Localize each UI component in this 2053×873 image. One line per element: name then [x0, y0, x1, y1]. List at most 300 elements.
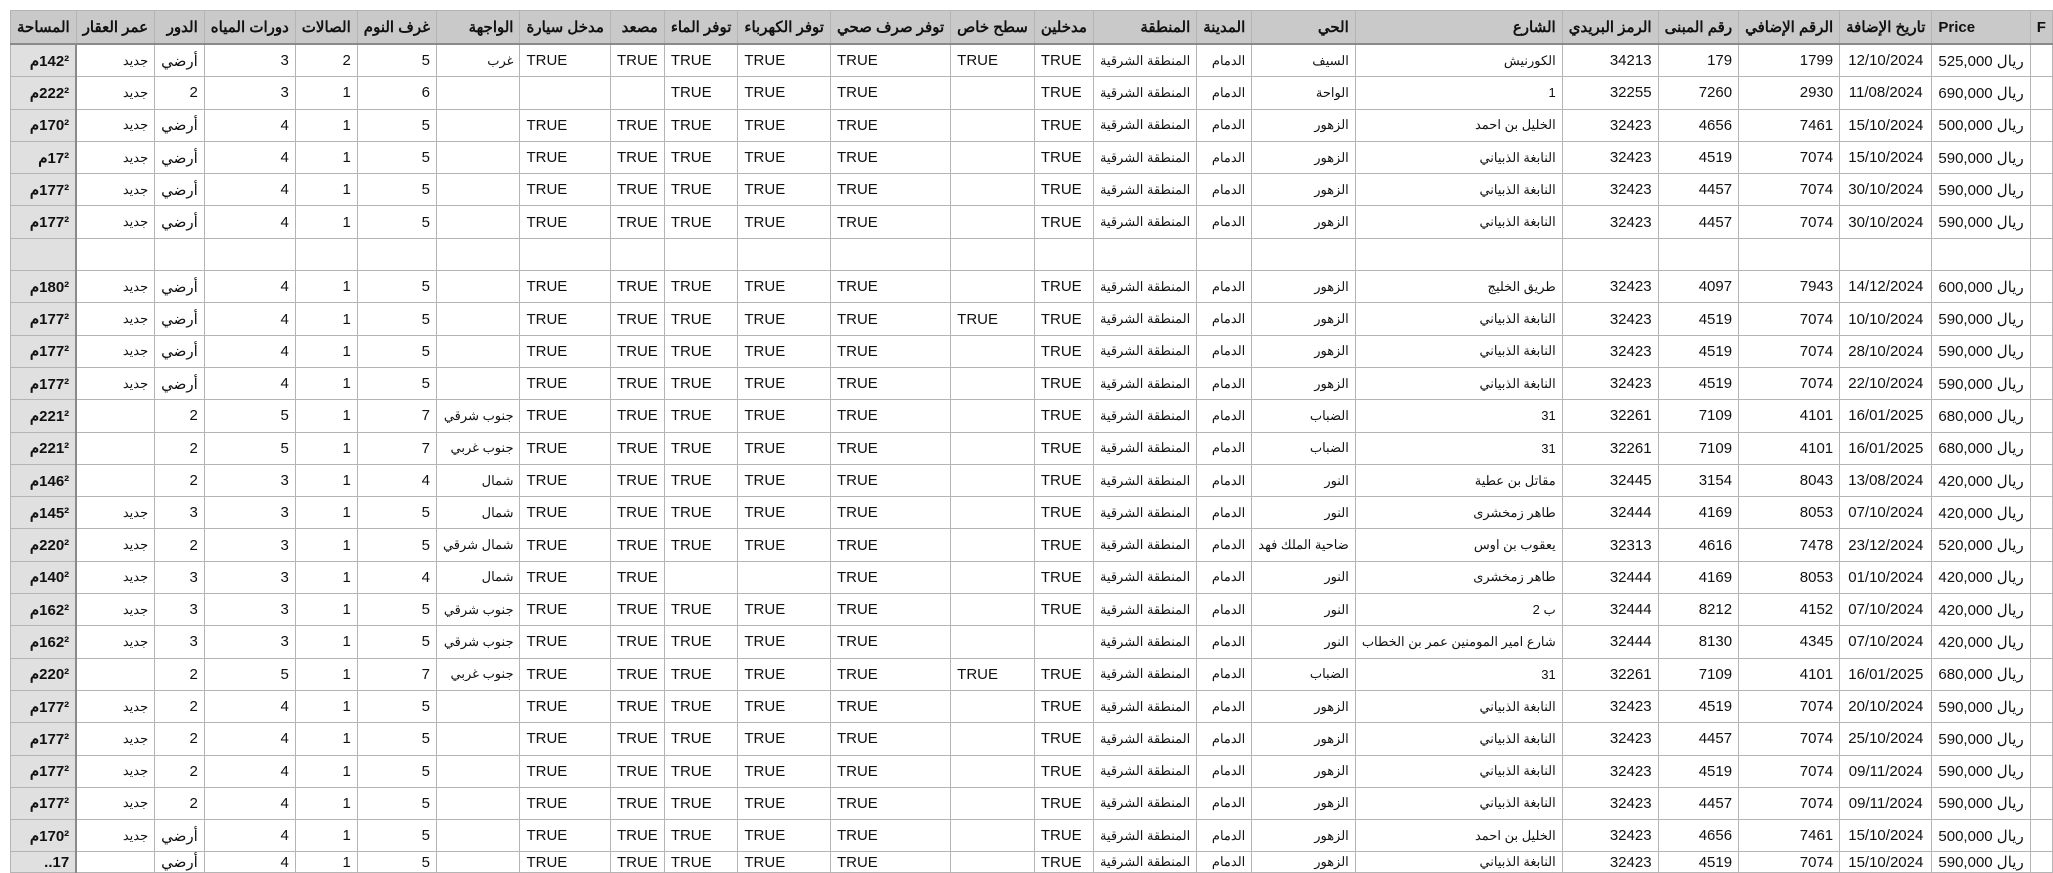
facade-cell[interactable]: [436, 174, 520, 206]
column-header[interactable]: سطح خاص: [951, 11, 1035, 45]
date-added-cell[interactable]: 09/11/2024: [1840, 787, 1932, 819]
street-cell[interactable]: ب 2: [1355, 594, 1562, 626]
district-cell[interactable]: الواحة: [1252, 77, 1356, 109]
postal-code-cell[interactable]: 32261: [1562, 432, 1658, 464]
region-cell[interactable]: المنطقة الشرقية: [1093, 109, 1196, 141]
area-cell[interactable]: 180²م: [11, 271, 77, 303]
date-added-cell[interactable]: 16/01/2025: [1840, 658, 1932, 690]
private-roof-cell[interactable]: [951, 432, 1035, 464]
property-age-cell[interactable]: جديد: [76, 271, 154, 303]
property-age-cell[interactable]: جديد: [76, 820, 154, 852]
sewage-cell[interactable]: TRUE: [830, 77, 950, 109]
private-roof-cell[interactable]: [951, 561, 1035, 593]
area-cell[interactable]: 177²م: [11, 723, 77, 755]
area-cell[interactable]: [11, 238, 77, 270]
district-cell[interactable]: الزهور: [1252, 755, 1356, 787]
floor-cell[interactable]: 3: [155, 594, 205, 626]
facade-cell[interactable]: [436, 723, 520, 755]
halls-cell[interactable]: 1: [295, 626, 357, 658]
f-column-cell[interactable]: [2030, 141, 2052, 173]
building-number-cell[interactable]: 4616: [1658, 529, 1739, 561]
f-column-cell[interactable]: [2030, 529, 2052, 561]
postal-code-cell[interactable]: 32255: [1562, 77, 1658, 109]
district-cell[interactable]: الزهور: [1252, 174, 1356, 206]
facade-cell[interactable]: شمال: [436, 497, 520, 529]
city-cell[interactable]: الدمام: [1197, 174, 1252, 206]
facade-cell[interactable]: [436, 820, 520, 852]
column-header[interactable]: الدور: [155, 11, 205, 45]
property-age-cell[interactable]: [76, 238, 154, 270]
region-cell[interactable]: [1093, 238, 1196, 270]
water-cell[interactable]: TRUE: [664, 400, 738, 432]
street-cell[interactable]: 31: [1355, 432, 1562, 464]
car-entrance-cell[interactable]: TRUE: [520, 303, 610, 335]
price-cell[interactable]: 590,000 ريال: [1932, 787, 2030, 819]
elevator-cell[interactable]: TRUE: [610, 497, 664, 529]
postal-code-cell[interactable]: 32423: [1562, 852, 1658, 873]
postal-code-cell[interactable]: 32423: [1562, 755, 1658, 787]
building-number-cell[interactable]: 4656: [1658, 109, 1739, 141]
bathrooms-cell[interactable]: 4: [204, 723, 295, 755]
city-cell[interactable]: الدمام: [1197, 755, 1252, 787]
sewage-cell[interactable]: TRUE: [830, 432, 950, 464]
street-cell[interactable]: النابغة الذبياني: [1355, 303, 1562, 335]
postal-code-cell[interactable]: 32444: [1562, 561, 1658, 593]
area-cell[interactable]: 177²م: [11, 755, 77, 787]
bathrooms-cell[interactable]: 4: [204, 271, 295, 303]
elevator-cell[interactable]: TRUE: [610, 594, 664, 626]
bedrooms-cell[interactable]: 5: [357, 626, 436, 658]
electricity-cell[interactable]: TRUE: [738, 755, 831, 787]
facade-cell[interactable]: [436, 206, 520, 238]
bedrooms-cell[interactable]: 7: [357, 400, 436, 432]
electricity-cell[interactable]: TRUE: [738, 820, 831, 852]
sewage-cell[interactable]: TRUE: [830, 658, 950, 690]
street-cell[interactable]: النابغة الذبياني: [1355, 755, 1562, 787]
two-entrances-cell[interactable]: TRUE: [1034, 464, 1093, 496]
region-cell[interactable]: المنطقة الشرقية: [1093, 141, 1196, 173]
price-cell[interactable]: [1932, 238, 2030, 270]
floor-cell[interactable]: أرضي: [155, 109, 205, 141]
two-entrances-cell[interactable]: TRUE: [1034, 497, 1093, 529]
date-added-cell[interactable]: 15/10/2024: [1840, 852, 1932, 873]
region-cell[interactable]: المنطقة الشرقية: [1093, 400, 1196, 432]
price-cell[interactable]: 420,000 ريال: [1932, 626, 2030, 658]
electricity-cell[interactable]: [738, 561, 831, 593]
f-column-cell[interactable]: [2030, 755, 2052, 787]
private-roof-cell[interactable]: [951, 77, 1035, 109]
price-cell[interactable]: 590,000 ريال: [1932, 303, 2030, 335]
elevator-cell[interactable]: TRUE: [610, 723, 664, 755]
additional-number-cell[interactable]: 7074: [1739, 303, 1840, 335]
additional-number-cell[interactable]: 8053: [1739, 497, 1840, 529]
city-cell[interactable]: الدمام: [1197, 335, 1252, 367]
date-added-cell[interactable]: 07/10/2024: [1840, 497, 1932, 529]
water-cell[interactable]: TRUE: [664, 755, 738, 787]
property-age-cell[interactable]: [76, 852, 154, 873]
district-cell[interactable]: الزهور: [1252, 141, 1356, 173]
bedrooms-cell[interactable]: 5: [357, 206, 436, 238]
bedrooms-cell[interactable]: 5: [357, 529, 436, 561]
bedrooms-cell[interactable]: 5: [357, 594, 436, 626]
area-cell[interactable]: 170²م: [11, 820, 77, 852]
f-column-cell[interactable]: [2030, 400, 2052, 432]
additional-number-cell[interactable]: 7461: [1739, 109, 1840, 141]
property-age-cell[interactable]: جديد: [76, 755, 154, 787]
district-cell[interactable]: الضباب: [1252, 400, 1356, 432]
f-column-cell[interactable]: [2030, 594, 2052, 626]
car-entrance-cell[interactable]: [520, 238, 610, 270]
f-column-cell[interactable]: [2030, 658, 2052, 690]
property-age-cell[interactable]: جديد: [76, 206, 154, 238]
additional-number-cell[interactable]: [1739, 238, 1840, 270]
electricity-cell[interactable]: TRUE: [738, 658, 831, 690]
bathrooms-cell[interactable]: 4: [204, 206, 295, 238]
car-entrance-cell[interactable]: TRUE: [520, 852, 610, 873]
two-entrances-cell[interactable]: TRUE: [1034, 335, 1093, 367]
facade-cell[interactable]: [436, 787, 520, 819]
private-roof-cell[interactable]: TRUE: [951, 44, 1035, 77]
building-number-cell[interactable]: 4457: [1658, 787, 1739, 819]
elevator-cell[interactable]: TRUE: [610, 206, 664, 238]
city-cell[interactable]: الدمام: [1197, 109, 1252, 141]
floor-cell[interactable]: أرضي: [155, 367, 205, 399]
private-roof-cell[interactable]: [951, 109, 1035, 141]
city-cell[interactable]: الدمام: [1197, 820, 1252, 852]
city-cell[interactable]: [1197, 238, 1252, 270]
elevator-cell[interactable]: TRUE: [610, 303, 664, 335]
date-added-cell[interactable]: 23/12/2024: [1840, 529, 1932, 561]
property-age-cell[interactable]: جديد: [76, 109, 154, 141]
bedrooms-cell[interactable]: 5: [357, 755, 436, 787]
floor-cell[interactable]: 2: [155, 400, 205, 432]
floor-cell[interactable]: [155, 238, 205, 270]
price-cell[interactable]: 590,000 ريال: [1932, 174, 2030, 206]
column-header[interactable]: الصالات: [295, 11, 357, 45]
building-number-cell[interactable]: 3154: [1658, 464, 1739, 496]
city-cell[interactable]: الدمام: [1197, 44, 1252, 77]
two-entrances-cell[interactable]: TRUE: [1034, 658, 1093, 690]
city-cell[interactable]: الدمام: [1197, 626, 1252, 658]
region-cell[interactable]: المنطقة الشرقية: [1093, 206, 1196, 238]
halls-cell[interactable]: [295, 238, 357, 270]
bathrooms-cell[interactable]: 3: [204, 77, 295, 109]
bedrooms-cell[interactable]: 5: [357, 44, 436, 77]
sewage-cell[interactable]: [830, 238, 950, 270]
bathrooms-cell[interactable]: 4: [204, 109, 295, 141]
floor-cell[interactable]: أرضي: [155, 820, 205, 852]
building-number-cell[interactable]: 7260: [1658, 77, 1739, 109]
halls-cell[interactable]: 1: [295, 755, 357, 787]
postal-code-cell[interactable]: 32423: [1562, 206, 1658, 238]
sewage-cell[interactable]: TRUE: [830, 529, 950, 561]
building-number-cell[interactable]: 4519: [1658, 690, 1739, 722]
car-entrance-cell[interactable]: TRUE: [520, 594, 610, 626]
private-roof-cell[interactable]: [951, 271, 1035, 303]
sewage-cell[interactable]: TRUE: [830, 820, 950, 852]
street-cell[interactable]: يعقوب بن اوس: [1355, 529, 1562, 561]
bedrooms-cell[interactable]: 4: [357, 464, 436, 496]
bedrooms-cell[interactable]: 5: [357, 690, 436, 722]
additional-number-cell[interactable]: 4101: [1739, 400, 1840, 432]
building-number-cell[interactable]: 7109: [1658, 432, 1739, 464]
property-age-cell[interactable]: جديد: [76, 594, 154, 626]
electricity-cell[interactable]: TRUE: [738, 626, 831, 658]
area-cell[interactable]: 140²م: [11, 561, 77, 593]
bedrooms-cell[interactable]: 5: [357, 367, 436, 399]
water-cell[interactable]: TRUE: [664, 174, 738, 206]
halls-cell[interactable]: 1: [295, 690, 357, 722]
additional-number-cell[interactable]: 1799: [1739, 44, 1840, 77]
sewage-cell[interactable]: TRUE: [830, 206, 950, 238]
facade-cell[interactable]: [436, 690, 520, 722]
halls-cell[interactable]: 1: [295, 432, 357, 464]
district-cell[interactable]: الزهور: [1252, 787, 1356, 819]
area-cell[interactable]: 222²م: [11, 77, 77, 109]
facade-cell[interactable]: [436, 238, 520, 270]
property-age-cell[interactable]: [76, 400, 154, 432]
street-cell[interactable]: شارع امير المومنين عمر بن الخطاب: [1355, 626, 1562, 658]
facade-cell[interactable]: جنوب شرقي: [436, 400, 520, 432]
bedrooms-cell[interactable]: 5: [357, 723, 436, 755]
street-cell[interactable]: مقاتل بن عطية: [1355, 464, 1562, 496]
street-cell[interactable]: الخليل بن احمد: [1355, 109, 1562, 141]
column-header[interactable]: الرقم الإضافي: [1739, 11, 1840, 45]
two-entrances-cell[interactable]: TRUE: [1034, 723, 1093, 755]
bathrooms-cell[interactable]: 4: [204, 852, 295, 873]
car-entrance-cell[interactable]: [520, 77, 610, 109]
electricity-cell[interactable]: TRUE: [738, 44, 831, 77]
region-cell[interactable]: المنطقة الشرقية: [1093, 77, 1196, 109]
bedrooms-cell[interactable]: 5: [357, 303, 436, 335]
car-entrance-cell[interactable]: TRUE: [520, 658, 610, 690]
price-cell[interactable]: 590,000 ريال: [1932, 335, 2030, 367]
building-number-cell[interactable]: 8212: [1658, 594, 1739, 626]
sewage-cell[interactable]: TRUE: [830, 594, 950, 626]
region-cell[interactable]: المنطقة الشرقية: [1093, 367, 1196, 399]
property-age-cell[interactable]: جديد: [76, 787, 154, 819]
elevator-cell[interactable]: TRUE: [610, 787, 664, 819]
water-cell[interactable]: TRUE: [664, 464, 738, 496]
date-added-cell[interactable]: 11/08/2024: [1840, 77, 1932, 109]
date-added-cell[interactable]: 15/10/2024: [1840, 820, 1932, 852]
sewage-cell[interactable]: TRUE: [830, 400, 950, 432]
city-cell[interactable]: الدمام: [1197, 690, 1252, 722]
f-column-cell[interactable]: [2030, 787, 2052, 819]
building-number-cell[interactable]: 7109: [1658, 658, 1739, 690]
additional-number-cell[interactable]: 7074: [1739, 174, 1840, 206]
elevator-cell[interactable]: TRUE: [610, 852, 664, 873]
postal-code-cell[interactable]: 32423: [1562, 787, 1658, 819]
postal-code-cell[interactable]: 32423: [1562, 820, 1658, 852]
car-entrance-cell[interactable]: TRUE: [520, 432, 610, 464]
district-cell[interactable]: ضاحية الملك فهد: [1252, 529, 1356, 561]
area-cell[interactable]: 17..: [11, 852, 77, 873]
price-cell[interactable]: 590,000 ريال: [1932, 367, 2030, 399]
floor-cell[interactable]: 2: [155, 432, 205, 464]
water-cell[interactable]: [664, 561, 738, 593]
private-roof-cell[interactable]: [951, 400, 1035, 432]
water-cell[interactable]: TRUE: [664, 529, 738, 561]
date-added-cell[interactable]: 30/10/2024: [1840, 206, 1932, 238]
private-roof-cell[interactable]: [951, 141, 1035, 173]
halls-cell[interactable]: 1: [295, 400, 357, 432]
f-column-cell[interactable]: [2030, 174, 2052, 206]
two-entrances-cell[interactable]: TRUE: [1034, 755, 1093, 787]
water-cell[interactable]: TRUE: [664, 77, 738, 109]
district-cell[interactable]: الضباب: [1252, 658, 1356, 690]
date-added-cell[interactable]: [1840, 238, 1932, 270]
electricity-cell[interactable]: TRUE: [738, 367, 831, 399]
bathrooms-cell[interactable]: [204, 238, 295, 270]
date-added-cell[interactable]: 15/10/2024: [1840, 141, 1932, 173]
city-cell[interactable]: الدمام: [1197, 271, 1252, 303]
private-roof-cell[interactable]: [951, 787, 1035, 819]
elevator-cell[interactable]: TRUE: [610, 626, 664, 658]
district-cell[interactable]: الزهور: [1252, 690, 1356, 722]
building-number-cell[interactable]: 8130: [1658, 626, 1739, 658]
price-cell[interactable]: 420,000 ريال: [1932, 594, 2030, 626]
street-cell[interactable]: النابغة الذبياني: [1355, 174, 1562, 206]
column-header[interactable]: مصعد: [610, 11, 664, 45]
elevator-cell[interactable]: [610, 238, 664, 270]
city-cell[interactable]: الدمام: [1197, 561, 1252, 593]
building-number-cell[interactable]: 4457: [1658, 723, 1739, 755]
price-cell[interactable]: 520,000 ريال: [1932, 529, 2030, 561]
halls-cell[interactable]: 1: [295, 658, 357, 690]
postal-code-cell[interactable]: 32444: [1562, 626, 1658, 658]
bedrooms-cell[interactable]: 5: [357, 174, 436, 206]
street-cell[interactable]: 31: [1355, 658, 1562, 690]
water-cell[interactable]: TRUE: [664, 44, 738, 77]
additional-number-cell[interactable]: 4345: [1739, 626, 1840, 658]
region-cell[interactable]: المنطقة الشرقية: [1093, 723, 1196, 755]
facade-cell[interactable]: شمال: [436, 561, 520, 593]
bathrooms-cell[interactable]: 5: [204, 432, 295, 464]
car-entrance-cell[interactable]: TRUE: [520, 400, 610, 432]
two-entrances-cell[interactable]: TRUE: [1034, 303, 1093, 335]
private-roof-cell[interactable]: [951, 335, 1035, 367]
facade-cell[interactable]: [436, 77, 520, 109]
column-header[interactable]: الرمز البريدي: [1562, 11, 1658, 45]
water-cell[interactable]: TRUE: [664, 432, 738, 464]
property-age-cell[interactable]: جديد: [76, 44, 154, 77]
sewage-cell[interactable]: TRUE: [830, 109, 950, 141]
sewage-cell[interactable]: TRUE: [830, 723, 950, 755]
additional-number-cell[interactable]: 8043: [1739, 464, 1840, 496]
district-cell[interactable]: الزهور: [1252, 852, 1356, 873]
floor-cell[interactable]: 2: [155, 77, 205, 109]
postal-code-cell[interactable]: 32423: [1562, 271, 1658, 303]
halls-cell[interactable]: 1: [295, 561, 357, 593]
car-entrance-cell[interactable]: TRUE: [520, 141, 610, 173]
sewage-cell[interactable]: TRUE: [830, 367, 950, 399]
facade-cell[interactable]: [436, 755, 520, 787]
f-column-cell[interactable]: [2030, 77, 2052, 109]
car-entrance-cell[interactable]: TRUE: [520, 820, 610, 852]
additional-number-cell[interactable]: 7461: [1739, 820, 1840, 852]
f-column-cell[interactable]: [2030, 723, 2052, 755]
district-cell[interactable]: النور: [1252, 464, 1356, 496]
floor-cell[interactable]: 2: [155, 464, 205, 496]
floor-cell[interactable]: 3: [155, 497, 205, 529]
building-number-cell[interactable]: 4169: [1658, 561, 1739, 593]
electricity-cell[interactable]: TRUE: [738, 464, 831, 496]
price-cell[interactable]: 590,000 ريال: [1932, 723, 2030, 755]
price-cell[interactable]: 420,000 ريال: [1932, 497, 2030, 529]
sewage-cell[interactable]: TRUE: [830, 787, 950, 819]
date-added-cell[interactable]: 12/10/2024: [1840, 44, 1932, 77]
postal-code-cell[interactable]: 32423: [1562, 367, 1658, 399]
city-cell[interactable]: الدمام: [1197, 464, 1252, 496]
two-entrances-cell[interactable]: TRUE: [1034, 44, 1093, 77]
private-roof-cell[interactable]: TRUE: [951, 658, 1035, 690]
area-cell[interactable]: 162²م: [11, 626, 77, 658]
water-cell[interactable]: TRUE: [664, 271, 738, 303]
private-roof-cell[interactable]: [951, 820, 1035, 852]
street-cell[interactable]: النابغة الذبياني: [1355, 852, 1562, 873]
property-age-cell[interactable]: جديد: [76, 77, 154, 109]
two-entrances-cell[interactable]: TRUE: [1034, 367, 1093, 399]
city-cell[interactable]: الدمام: [1197, 141, 1252, 173]
additional-number-cell[interactable]: 4152: [1739, 594, 1840, 626]
car-entrance-cell[interactable]: TRUE: [520, 723, 610, 755]
elevator-cell[interactable]: TRUE: [610, 464, 664, 496]
column-header[interactable]: دورات المياه: [204, 11, 295, 45]
price-cell[interactable]: 590,000 ريال: [1932, 690, 2030, 722]
building-number-cell[interactable]: 179: [1658, 44, 1739, 77]
water-cell[interactable]: TRUE: [664, 497, 738, 529]
bathrooms-cell[interactable]: 5: [204, 658, 295, 690]
column-header[interactable]: توفر الماء: [664, 11, 738, 45]
postal-code-cell[interactable]: 32261: [1562, 400, 1658, 432]
price-cell[interactable]: 525,000 ريال: [1932, 44, 2030, 77]
street-cell[interactable]: 1: [1355, 77, 1562, 109]
area-cell[interactable]: 17²م: [11, 141, 77, 173]
sewage-cell[interactable]: TRUE: [830, 497, 950, 529]
column-header[interactable]: توفر الكهرباء: [738, 11, 831, 45]
f-column-cell[interactable]: [2030, 109, 2052, 141]
facade-cell[interactable]: [436, 367, 520, 399]
date-added-cell[interactable]: 25/10/2024: [1840, 723, 1932, 755]
date-added-cell[interactable]: 09/11/2024: [1840, 755, 1932, 787]
price-cell[interactable]: 680,000 ريال: [1932, 400, 2030, 432]
sewage-cell[interactable]: TRUE: [830, 755, 950, 787]
bathrooms-cell[interactable]: 3: [204, 529, 295, 561]
area-cell[interactable]: 221²م: [11, 400, 77, 432]
facade-cell[interactable]: [436, 141, 520, 173]
f-column-cell[interactable]: [2030, 206, 2052, 238]
bathrooms-cell[interactable]: 3: [204, 44, 295, 77]
car-entrance-cell[interactable]: TRUE: [520, 690, 610, 722]
floor-cell[interactable]: أرضي: [155, 271, 205, 303]
private-roof-cell[interactable]: [951, 594, 1035, 626]
sewage-cell[interactable]: TRUE: [830, 335, 950, 367]
sewage-cell[interactable]: TRUE: [830, 174, 950, 206]
building-number-cell[interactable]: 4519: [1658, 367, 1739, 399]
building-number-cell[interactable]: 4097: [1658, 271, 1739, 303]
date-added-cell[interactable]: 16/01/2025: [1840, 400, 1932, 432]
area-cell[interactable]: 162²م: [11, 594, 77, 626]
street-cell[interactable]: الكورنيش: [1355, 44, 1562, 77]
street-cell[interactable]: الخليل بن احمد: [1355, 820, 1562, 852]
floor-cell[interactable]: أرضي: [155, 303, 205, 335]
date-added-cell[interactable]: 13/08/2024: [1840, 464, 1932, 496]
region-cell[interactable]: المنطقة الشرقية: [1093, 787, 1196, 819]
postal-code-cell[interactable]: 32313: [1562, 529, 1658, 561]
bedrooms-cell[interactable]: 4: [357, 561, 436, 593]
electricity-cell[interactable]: TRUE: [738, 787, 831, 819]
